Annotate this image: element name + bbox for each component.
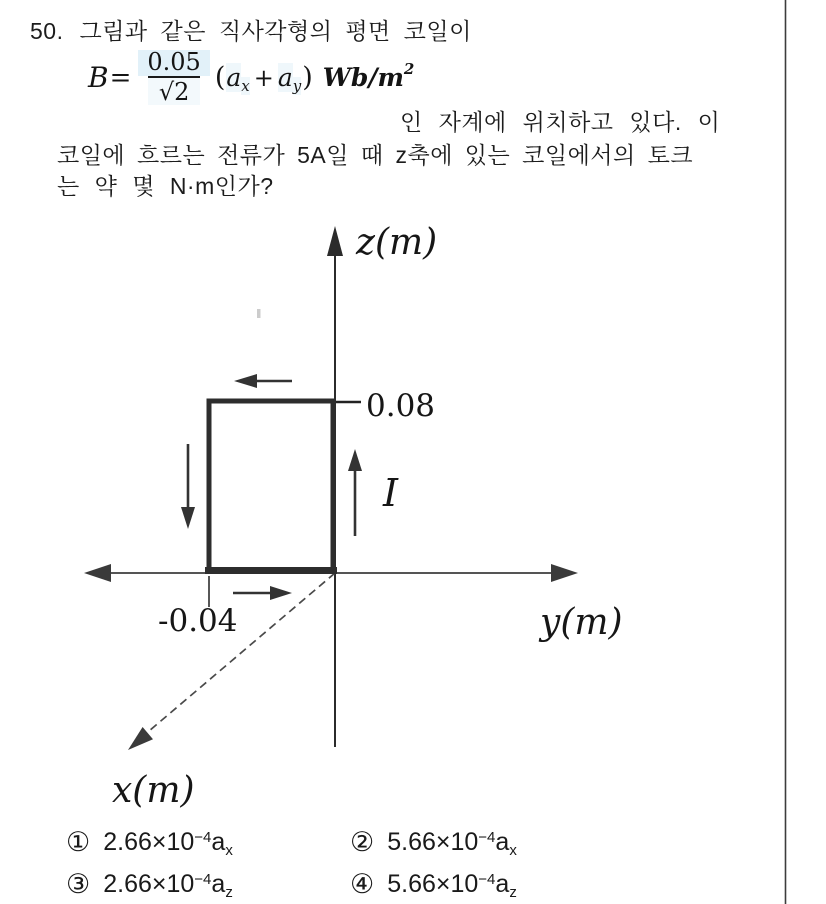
current-arrow-left-head (181, 507, 195, 529)
y-axis-arrowhead-left (84, 564, 111, 582)
z-axis-arrowhead (327, 226, 343, 256)
choice-1 (66, 826, 233, 857)
formula-close-paren: ) (302, 62, 313, 94)
scan-speck (257, 309, 261, 318)
choice-1-vector: a (211, 828, 226, 856)
formula-plus: + (253, 63, 274, 92)
choice-3 (66, 868, 233, 899)
choice-3-vector: a (211, 870, 226, 898)
formula-unit-exponent: 2 (403, 59, 415, 78)
formula-unit-vector-ay: a (277, 63, 293, 93)
question-line-2: 인 자계에 위치하고 있다. 이 (400, 109, 721, 135)
choice-2-base: 5.66×10 (387, 828, 479, 856)
formula-lhs: B (88, 61, 109, 95)
choice-2-vector-sub: x (509, 842, 517, 859)
choice-3-marker: ③ (66, 869, 91, 899)
question-line-4: 는 약 몇 N·m인가? (57, 173, 274, 199)
formula-equals: = (109, 62, 132, 93)
z-tick-label: 0.08 (366, 388, 436, 424)
choice-1-marker: ① (66, 827, 91, 857)
choice-2-vector: a (495, 828, 510, 856)
formula-sub-x: x (241, 76, 250, 95)
choice-1-exponent: −4 (194, 829, 212, 846)
formula-unit: Wb/m (322, 63, 404, 93)
formula-denominator: √2 (148, 76, 200, 105)
choice-1-vector-sub: x (225, 842, 233, 859)
choice-1-base: 2.66×10 (103, 828, 195, 856)
current-arrow-top-head (234, 374, 257, 388)
y-axis-label: y(m) (540, 602, 623, 643)
current-arrow-right-head (348, 449, 362, 471)
choice-4-marker: ④ (350, 869, 375, 899)
current-label: I (383, 471, 399, 515)
y-axis-arrowhead-right (551, 564, 578, 582)
formula-sub-y: y (292, 76, 302, 95)
choice-4-vector: a (495, 870, 510, 898)
question-line-3: 코일에 흐르는 전류가 5A일 때 z축에 있는 코일에서의 토크 (57, 142, 694, 168)
choice-3-base: 2.66×10 (103, 870, 195, 898)
choice-4-base: 5.66×10 (387, 870, 479, 898)
coil-rectangle (209, 401, 333, 571)
z-axis-label: z(m) (356, 222, 438, 263)
x-axis-label: x(m) (112, 770, 195, 811)
question-number: 50. (30, 18, 64, 44)
formula-open-paren: ( (214, 62, 226, 94)
formula-unit-vector-ax: a (226, 63, 242, 93)
choice-4 (350, 868, 517, 899)
choice-3-vector-sub: z (225, 884, 233, 901)
y-tick-label: -0.04 (158, 603, 238, 639)
question-line-1-text: 그림과 같은 직사각형의 평면 코일이 (79, 18, 472, 44)
choice-3-exponent: −4 (194, 871, 212, 888)
choice-4-vector-sub: z (509, 884, 517, 901)
choice-2-exponent: −4 (478, 829, 496, 846)
formula-numerator: 0.05 (138, 50, 209, 76)
x-axis-line (142, 573, 335, 737)
choice-2-marker: ② (350, 827, 375, 857)
choice-4-exponent: −4 (478, 871, 496, 888)
x-axis-arrowhead (128, 727, 153, 750)
choice-2 (350, 826, 517, 857)
current-arrow-bottom-head (270, 586, 292, 600)
